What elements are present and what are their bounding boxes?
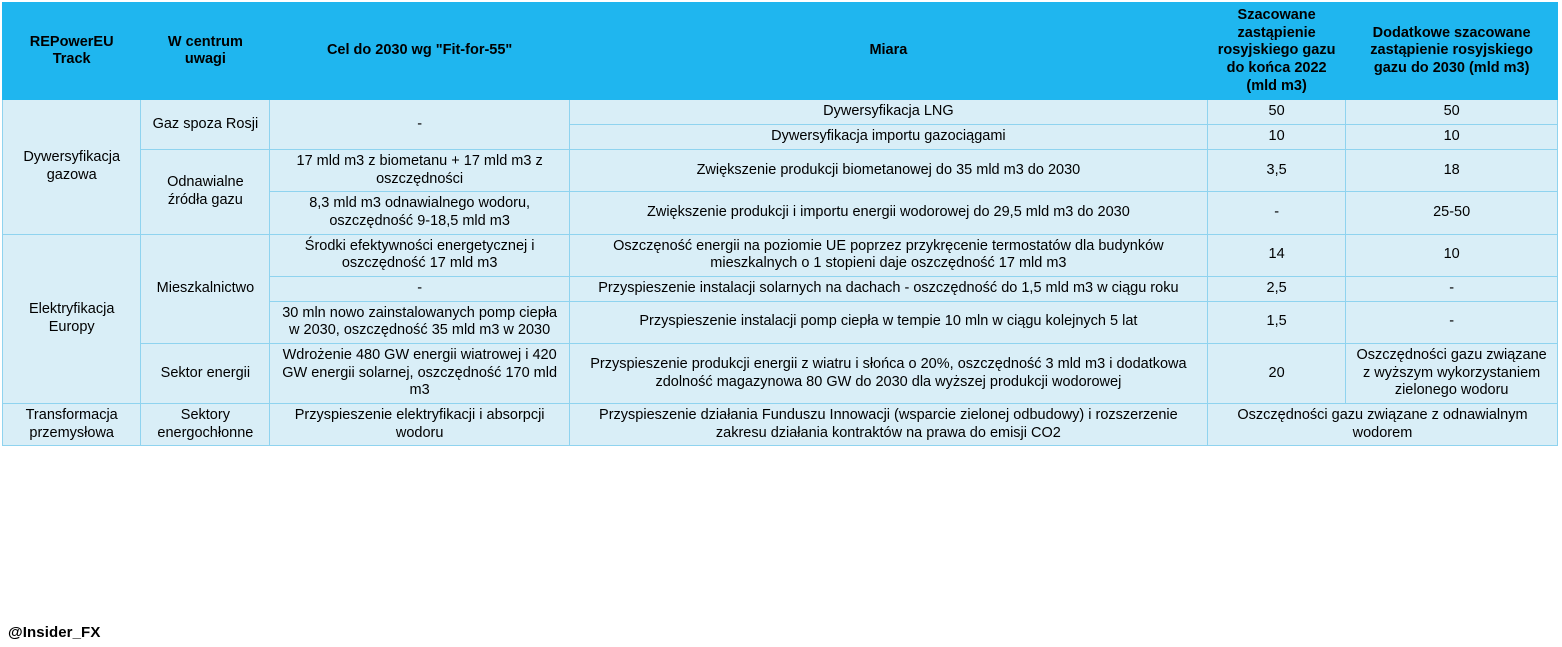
cell-value2030-pipeline: 10	[1346, 125, 1558, 150]
cell-value2022-heat-pumps: 1,5	[1207, 301, 1345, 343]
table-row	[3, 234, 1558, 276]
cell-value2022-thermostats: 14	[1207, 234, 1345, 276]
column-header-replacement-2030: Dodatkowe szacowane zastąpienie rosyjskiego gazu do 2030 (mld m3)	[1346, 3, 1558, 100]
cell-value2022-hydrogen: -	[1207, 192, 1345, 234]
cell-track-industrial-transformation: Transformacja przemysłowa	[3, 404, 141, 446]
cell-value2030-thermostats: 10	[1346, 234, 1558, 276]
cell-focus-energy-intensive: Sektory energochłonne	[141, 404, 270, 446]
watermark-handle: @Insider_FX	[8, 624, 101, 641]
cell-measure-wind-solar: Przyspieszenie produkcji energii z wiatru i słońca o 20%, oszczędność 3 mld m3 i dodatkowa zdolność magazynowa 80 GW do 2030 dla wyższej produkcji wodorowej	[569, 344, 1207, 404]
cell-focus-renewable-gas: Odnawialne źródła gazu	[141, 149, 270, 234]
cell-measure-pipeline: Dywersyfikacja importu gazociągami	[569, 125, 1207, 150]
table-body	[3, 100, 1558, 446]
cell-measure-hydrogen: Zwiększenie produkcji i importu energii wodorowej do 29,5 mld m3 do 2030	[569, 192, 1207, 234]
cell-value2030-wind-solar: Oszczędności gazu związane z wyższym wykorzystaniem zielonego wodoru	[1346, 344, 1558, 404]
column-header-measure: Miara	[569, 3, 1207, 100]
cell-track-gas-diversification: Dywersyfikacja gazowa	[3, 100, 141, 234]
column-header-focus: W centrum uwagi	[141, 3, 270, 100]
cell-target-electrification-hydrogen: Przyspieszenie elektryfikacji i absorpcji wodoru	[270, 404, 569, 446]
table-row	[3, 100, 1558, 125]
cell-value2022-pipeline: 10	[1207, 125, 1345, 150]
cell-track-electrification: Elektryfikacja Europy	[3, 234, 141, 404]
cell-value2030-hydrogen: 25-50	[1346, 192, 1558, 234]
page-root	[0, 2, 1562, 647]
cell-target-biomethane: 17 mld m3 z biometanu + 17 mld m3 z oszczędności	[270, 149, 569, 191]
cell-target-heat-pumps: 30 mln nowo zainstalowanych pomp ciepła w 2030, oszczędność 35 mld m3 w 2030	[270, 301, 569, 343]
column-header-track: REPowerEU Track	[3, 3, 141, 100]
cell-target-hydrogen: 8,3 mld m3 odnawialnego wodoru, oszczędność 9-18,5 mld m3	[270, 192, 569, 234]
cell-value2030-rooftop-solar: -	[1346, 276, 1558, 301]
cell-focus-housing: Mieszkalnictwo	[141, 234, 270, 343]
table-row	[3, 344, 1558, 404]
cell-value2030-heat-pumps: -	[1346, 301, 1558, 343]
table-header-row	[3, 3, 1558, 100]
cell-target-none-2: -	[270, 276, 569, 301]
cell-target-wind-solar: Wdrożenie 480 GW energii wiatrowej i 420 GW energii solarnej, oszczędność 170 mld m3	[270, 344, 569, 404]
repowereu-table	[2, 2, 1558, 446]
column-header-target-2030: Cel do 2030 wg "Fit-for-55"	[270, 3, 569, 100]
cell-value2030-biomethane: 18	[1346, 149, 1558, 191]
cell-measure-heat-pumps: Przyspieszenie instalacji pomp ciepła w tempie 10 mln w ciągu kolejnych 5 lat	[569, 301, 1207, 343]
cell-value2022-lng: 50	[1207, 100, 1345, 125]
cell-measure-biomethane: Zwiększenie produkcji biometanowej do 35 mld m3 do 2030	[569, 149, 1207, 191]
column-header-replacement-2022: Szacowane zastąpienie rosyjskiego gazu do końca 2022 (mld m3)	[1207, 3, 1345, 100]
cell-focus-non-russian-gas: Gaz spoza Rosji	[141, 100, 270, 149]
cell-measure-lng: Dywersyfikacja LNG	[569, 100, 1207, 125]
cell-measure-rooftop-solar: Przyspieszenie instalacji solarnych na dachach - oszczędność do 1,5 mld m3 w ciągu roku	[569, 276, 1207, 301]
cell-measure-thermostats: Oszczęność energii na poziomie UE poprzez przykręcenie termostatów dla budynków mieszkalnych o 1 stopieni daje oszczędność 17 mld m3	[569, 234, 1207, 276]
table-row	[3, 404, 1558, 446]
cell-value2022-rooftop-solar: 2,5	[1207, 276, 1345, 301]
cell-value2022-wind-solar: 20	[1207, 344, 1345, 404]
cell-measure-innovation-fund: Przyspieszenie działania Funduszu Innowacji (wsparcie zielonej odbudowy) i rozszerzenie zakresu działania kontraktów na prawa do emisji CO2	[569, 404, 1207, 446]
cell-target-none-1: -	[270, 100, 569, 149]
cell-value2030-lng: 50	[1346, 100, 1558, 125]
cell-value2022-biomethane: 3,5	[1207, 149, 1345, 191]
cell-footer-note: Oszczędności gazu związane z odnawialnym wodorem	[1207, 404, 1557, 446]
cell-target-efficiency: Środki efektywności energetycznej i oszczędność 17 mld m3	[270, 234, 569, 276]
cell-focus-energy-sector: Sektor energii	[141, 344, 270, 404]
table-row	[3, 149, 1558, 191]
table-header	[3, 3, 1558, 100]
